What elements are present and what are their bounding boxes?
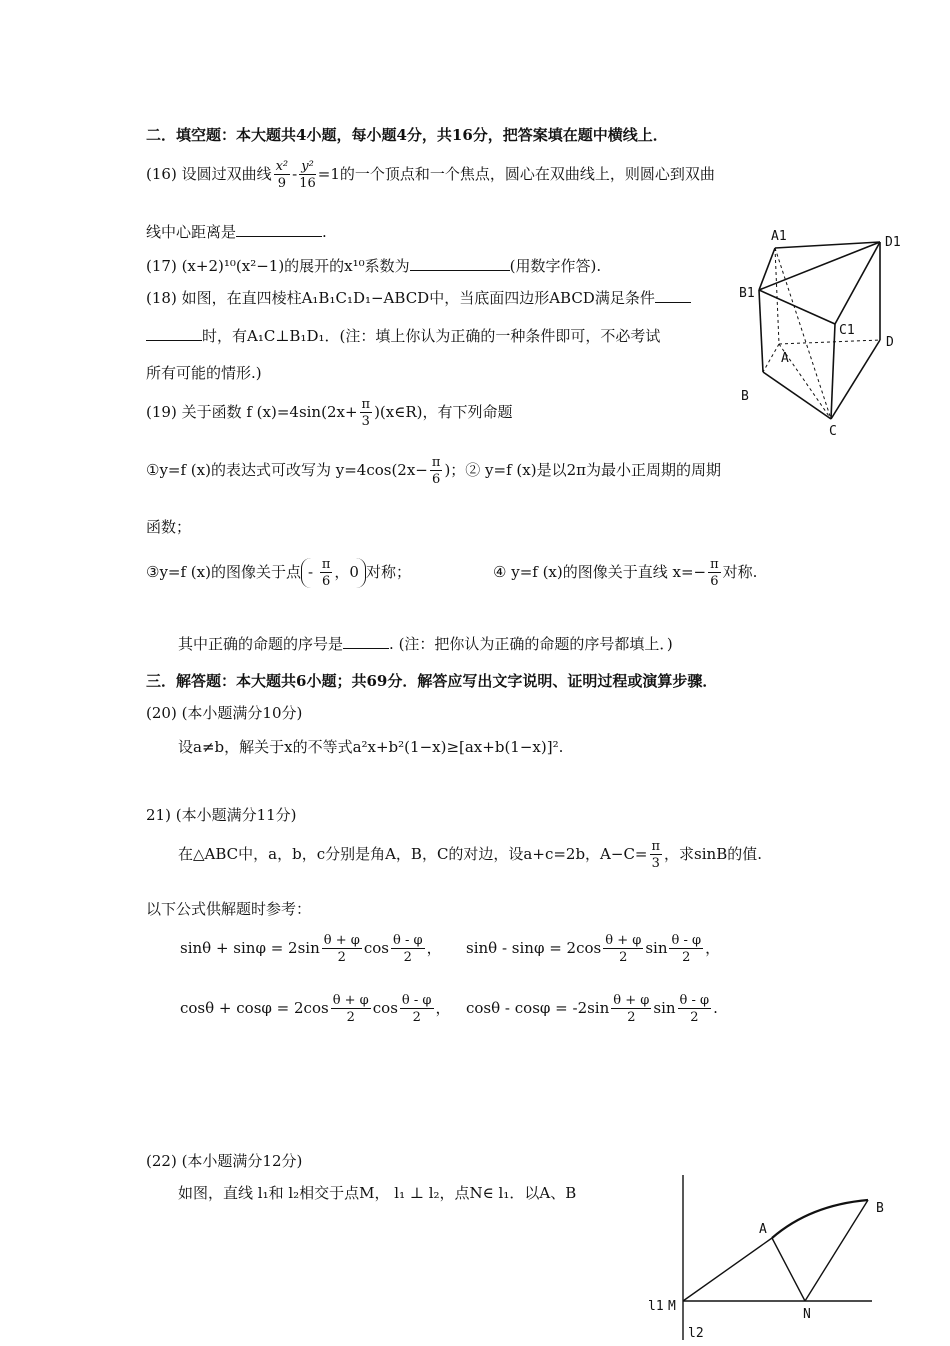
fig22-label-l2: l2	[688, 1326, 704, 1341]
q21-text	[178, 840, 762, 870]
q19-text-b: )(x∈R)，有下列命题	[374, 403, 513, 421]
q19-proposition-4	[493, 558, 757, 588]
q19-p1-frac: $\frac{\pi}{6}$	[431, 455, 441, 487]
q19-number: (19)	[146, 403, 177, 421]
prism-label-d1: D1	[885, 235, 901, 250]
q16-minus: -	[292, 165, 298, 183]
prism-label-b1: B1	[739, 286, 755, 301]
formula-4: cosθ - cosφ = -2sin $\frac{\theta + \varphi}{2}$ sin $\frac{\theta - \varphi}{2}$ .	[466, 993, 718, 1025]
formula-2: sinθ - sinφ = 2cos $\frac{\theta + \varphi}{2}$ sin $\frac{\theta - \varphi}{2}$ ，	[466, 933, 721, 965]
q16-frac-y: $\frac{\text{y²}}{16}$	[299, 159, 316, 191]
fig22-label-m: M	[668, 1299, 676, 1314]
q19-answer-line: 其中正确的命题的序号是 . (注：把你认为正确的命题的序号都填上．)	[178, 635, 673, 653]
section-2-heading: 二．填空题：本大题共4小题，每小题4分，共16分，把答案填在题中横线上．	[146, 126, 668, 144]
prism-figure	[735, 222, 910, 440]
q16-text-c: 线中心距离是	[146, 223, 237, 241]
prism-label-b: B	[741, 389, 749, 404]
q19-proposition-1-2	[146, 456, 721, 486]
q16-number: (16)	[146, 165, 177, 183]
question-17	[146, 258, 601, 274]
prism-label-c: C	[829, 424, 837, 439]
q18-number: (18)	[146, 289, 177, 307]
q19-answer-tail: (注：把你认为正确的命题的序号都填上．)	[398, 635, 673, 653]
q18-line-2	[146, 328, 660, 344]
q19-p3-a: ③y=f (x)的图像关于点	[146, 563, 301, 581]
fig22-label-a: A	[759, 1222, 767, 1237]
prism-label-a: A	[781, 351, 789, 366]
q17-tail: (用数字作答).	[509, 257, 602, 275]
prism-label-c1: C1	[839, 323, 855, 338]
q19-p3-c: 对称；	[365, 563, 411, 581]
q21-reference: 以下公式供解题时参考：	[146, 900, 312, 918]
prism-label-d: D	[886, 335, 894, 350]
question-21	[146, 808, 297, 823]
fig22-label-b: B	[876, 1201, 884, 1216]
q20-text: 设a≠b，解关于x的不等式a²x+b²(1−x)≥[ax+b(1−x)]².	[178, 738, 564, 756]
q16-text-b: =1的一个顶点和一个焦点，圆心在双曲线上，则圆心到双曲	[317, 165, 715, 183]
q22-number: (22)	[146, 1152, 177, 1170]
q16-frac-x: $\frac{\text{x²}}{9}$	[275, 159, 289, 191]
q19-answer-text: 其中正确的命题的序号是	[178, 635, 344, 653]
q22-text: 如图，直线 l₁和 l₂相交于点M， l₁ ⊥ l₂，点N∈ l₁．以A、B	[178, 1184, 577, 1202]
q22-figure	[640, 1175, 900, 1346]
q19-proposition-3	[146, 558, 411, 588]
q19-p4-b: 对称.	[722, 563, 758, 581]
q19-p1-a: ①y=f (x)的表达式可改写为 y=4cos(2x−	[146, 461, 428, 479]
section-3-heading: 三．解答题：本大题共6小题；共69分．解答应写出文字说明、证明过程或演算步骤．	[146, 672, 718, 690]
fig22-label-n: N	[803, 1307, 811, 1322]
question-16	[146, 160, 715, 190]
q16-answer-blank[interactable]	[236, 224, 322, 237]
q22-score: (本小题满分12分)	[181, 1152, 303, 1170]
q19-p3-paren: - $\frac{\pi}{6}$ ，0	[301, 558, 366, 588]
q19-p4-frac: $\frac{\pi}{6}$	[710, 557, 719, 589]
q21-text-b: ，求sinB的值.	[664, 845, 762, 863]
q21-score: (本小题满分11分)	[175, 806, 297, 824]
q21-text-a: 在△ABC中，a，b，c分别是角A，B，C的对边，设a+c=2b，A−C=	[178, 845, 648, 863]
formula-1: sinθ + sinφ = 2sin $\frac{\theta + \varphi}{2}$ cos $\frac{\theta - \varphi}{2}$ ，	[180, 933, 442, 965]
formula-3: cosθ + cosφ = 2cos $\frac{\theta + \varphi}{2}$ cos $\frac{\theta - \varphi}{2}$ ，	[180, 993, 451, 1025]
q18-answer-blank-a[interactable]	[655, 290, 691, 303]
q17-text: (x+2)¹⁰(x²−1)的展开的x¹⁰系数为	[181, 257, 410, 275]
q19-frac: $\frac{\pi}{3}$	[361, 397, 371, 429]
q18-text-a: 如图，在直四棱柱A₁B₁C₁D₁−ABCD中，当底面四边形ABCD满足条件	[181, 289, 655, 307]
q16-line-2	[146, 224, 327, 240]
question-22	[146, 1154, 302, 1169]
q21-number: 21)	[146, 806, 171, 824]
q20-number: (20)	[146, 704, 177, 722]
q17-answer-blank[interactable]	[410, 258, 510, 271]
q21-frac: $\frac{\pi}{3}$	[651, 839, 661, 871]
q16-end: .	[322, 223, 327, 241]
question-20	[146, 706, 302, 721]
q18-answer-blank-b[interactable]	[146, 328, 202, 341]
q16-text-a: 设圆过双曲线	[181, 165, 272, 183]
prism-label-a1: A1	[771, 229, 787, 244]
question-19	[146, 398, 513, 428]
question-18	[146, 290, 691, 306]
q19-p1-b: )；② y=f (x)是以2π为最小正周期的周期	[444, 461, 721, 479]
q20-score: (本小题满分10分)	[181, 704, 303, 722]
fig22-label-l1: l1	[648, 1299, 664, 1314]
q17-number: (17)	[146, 257, 177, 275]
q19-text-a: 关于函数 f (x)=4sin(2x+	[181, 403, 358, 421]
q18-text-c: 所有可能的情形.)	[146, 364, 262, 382]
q19-answer-blank[interactable]	[343, 636, 389, 649]
q19-p4-a: ④ y=f (x)的图像关于直线 x=−	[493, 563, 707, 581]
q19-p1-c: 函数；	[146, 518, 192, 536]
q18-text-b: 时，有A₁C⊥B₁D₁．(注：填上你认为正确的一种条件即可，不必考试	[202, 327, 661, 345]
